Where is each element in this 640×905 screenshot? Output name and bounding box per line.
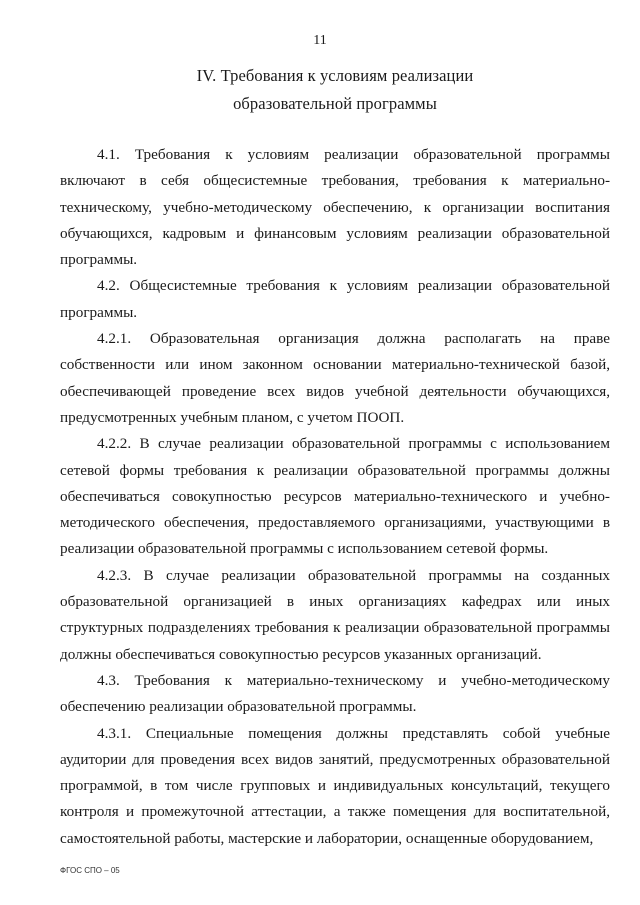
- paragraph-4-3: 4.3. Требования к материально-техническому и учебно-методическому обеспечению реализации образовательной программы.: [60, 671, 610, 716]
- paragraph-4-1: 4.1. Требования к условиям реализации образовательной программы включают в себя общесистемные требования, требования к материально-техническому, учебно-методическому обеспечению, к организации воспитания обучающихся, кадровым и финансовым условиям реализации образовательной программы.: [60, 146, 610, 269]
- document-body: [60, 142, 610, 852]
- section-heading-line-2: образовательной программы: [233, 94, 437, 113]
- paragraph-4-2-2: 4.2.2. В случае реализации образовательной программы с использованием сетевой формы требования к реализации образовательной программы должны обеспечиваться совокупностью ресурсов материально-технического и учебно-методического обеспечения, предоставляемого организациями, участвующими в реализации образовательной программы с использованием сетевой формы.: [60, 435, 610, 558]
- paragraph-4-3-1: 4.3.1. Специальные помещения должны представлять собой учебные аудитории для проведения всех видов занятий, предусмотренных образовательной программой, в том числе групповых и индивидуальных консультаций, текущего контроля и промежуточной аттестации, а также помещения для воспитательной, самостоятельной работы, мастерские и лаборатории, оснащенные оборудованием,: [60, 724, 610, 847]
- page-footer: ФГОС СПО – 05: [60, 866, 120, 875]
- section-heading-line-1: IV. Требования к условиям реализации: [196, 66, 474, 85]
- paragraph-4-2-1: 4.2.1. Образовательная организация должна располагать на праве собственности или ином законном основании материально-технической базой, обеспечивающей проведение всех видов учебной деятельности обучающихся, предусмотренных учебным планом, с учетом ПООП.: [60, 330, 610, 426]
- paragraph-4-2-3: 4.2.3. В случае реализации образовательной программы на созданных образовательной организацией в иных организациях кафедрах или иных структурных подразделениях требования к реализации образовательной программы должны обеспечиваться совокупностью ресурсов указанных организаций.: [60, 566, 610, 663]
- paragraph-4-2: 4.2. Общесистемные требования к условиям реализации образовательной программы.: [60, 277, 610, 321]
- section-heading: [60, 62, 610, 118]
- page-number: 11: [313, 33, 327, 48]
